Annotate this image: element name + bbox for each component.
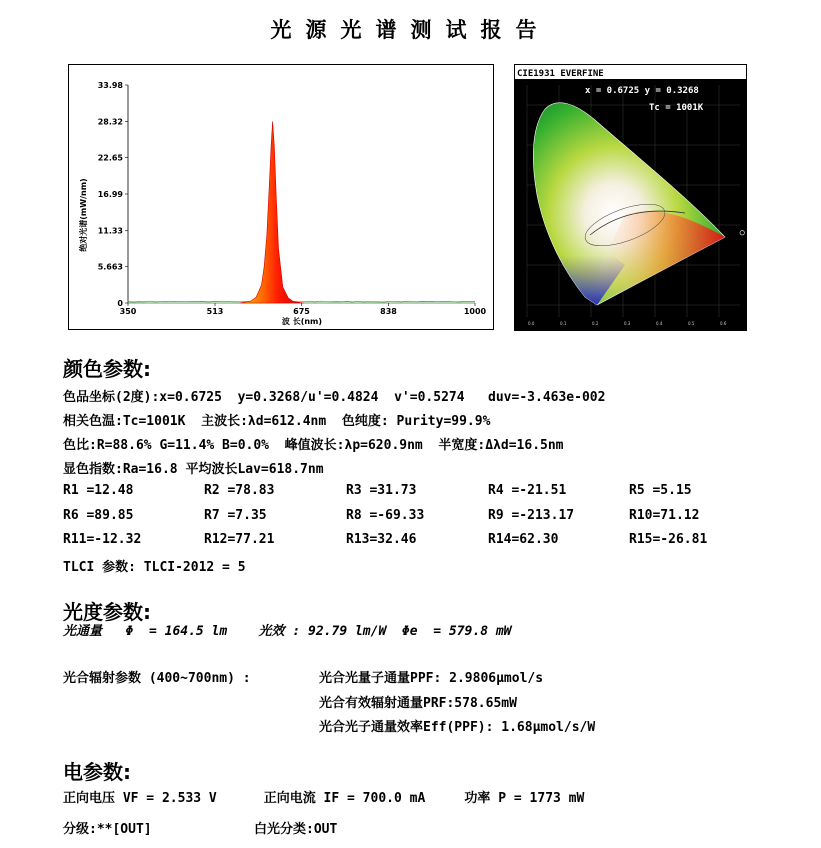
cri-value-14: R14=62.30: [488, 532, 559, 547]
cri-value-7: R7 =7.35: [204, 508, 267, 523]
cri-value-12: R12=77.21: [204, 532, 275, 547]
svg-text:0.1: 0.1: [560, 321, 567, 326]
color-ratio-line: 色比:R=88.6% G=11.4% B=0.0% 峰值波长:λp=620.9nm 半宽度:Δλd=16.5nm: [63, 438, 564, 453]
x-tick-label: 1000: [463, 307, 487, 316]
cri-value-9: R9 =-213.17: [488, 508, 575, 523]
cie-header: CIE1931 EVERFINE: [517, 69, 604, 79]
grade-label: 分级:**[OUT]: [63, 822, 152, 837]
svg-text:0.3: 0.3: [624, 321, 631, 326]
cie-tc: Tc = 1001K: [649, 103, 704, 113]
measured-point-marker: [740, 231, 744, 235]
report-title: 光源光谱测试报告: [270, 17, 551, 42]
ppf-line: 光合光量子通量PPF: 2.9806μmol/s: [319, 671, 544, 686]
y-tick-label: 11.33: [97, 226, 123, 236]
cri-value-13: R13=32.46: [346, 532, 417, 547]
cri-value-6: R6 =89.85: [63, 508, 134, 523]
y-tick-label: 33.98: [97, 81, 123, 90]
cri-value-15: R15=-26.81: [629, 532, 708, 547]
y-tick-label: 0: [117, 299, 123, 308]
x-tick-label: 675: [293, 307, 310, 316]
y-tick-label: 22.65: [97, 153, 123, 163]
cri-value-2: R2 =78.83: [204, 483, 275, 498]
cri-value-4: R4 =-21.51: [488, 483, 567, 498]
electrical-heading: 电参数:: [63, 760, 131, 784]
cri-value-8: R8 =-69.33: [346, 508, 425, 523]
eff-line: 光合光子通量效率Eff(PPF): 1.68μmol/s/W: [319, 720, 596, 735]
cri-value-5: R5 =5.15: [629, 483, 692, 498]
cie-diagram: [515, 65, 746, 330]
svg-text:0.5: 0.5: [688, 321, 695, 326]
cie-coords: x = 0.6725 y = 0.3268: [585, 86, 699, 96]
svg-text:0.0: 0.0: [528, 321, 535, 326]
cri-value-10: R10=71.12: [629, 508, 700, 523]
white-class-label: 白光分类:OUT: [254, 822, 338, 837]
x-axis-label: 波 长(nm): [281, 317, 323, 326]
spectrum-chart-panel: [68, 64, 494, 330]
y-tick-label: 28.32: [97, 117, 123, 127]
photometric-heading: 光度参数:: [63, 600, 151, 624]
y-tick-label: 16.99: [97, 190, 123, 199]
y-tick-label: 5.663: [97, 262, 123, 272]
cri-line: 显色指数:Ra=16.8 平均波长Lav=618.7nm: [63, 462, 324, 477]
cct-line: 相关色温:Tc=1001K 主波长:λd=612.4nm 色纯度: Purity=99.9%: [63, 414, 491, 429]
tlci-line: TLCI 参数: TLCI-2012 = 5: [63, 560, 246, 575]
y-axis-label: 绝对光谱(mW/nm): [79, 178, 88, 252]
x-tick-label: 838: [380, 307, 397, 316]
cri-value-1: R1 =12.48: [63, 483, 134, 498]
svg-text:0.2: 0.2: [592, 321, 599, 326]
chromaticity-line: 色品坐标(2度):x=0.6725 y=0.3268/u'=0.4824 v'=0.5274 duv=-3.463e-002: [63, 390, 606, 405]
svg-text:0.6: 0.6: [720, 321, 727, 326]
x-tick-label: 350: [119, 307, 137, 316]
spectrum-chart: [69, 65, 493, 329]
par-label: 光合辐射参数 (400~700nm) :: [63, 671, 259, 686]
photometric-line: 光通量 Φ = 164.5 lm 光效 : 92.79 lm/W Φe = 579.8 mW: [63, 624, 512, 639]
prf-line: 光合有效辐射通量PRF:578.65mW: [319, 696, 517, 711]
x-tick-label: 513: [206, 307, 224, 316]
svg-text:0.4: 0.4: [656, 321, 663, 326]
cri-value-11: R11=-12.32: [63, 532, 142, 547]
cri-value-3: R3 =31.73: [346, 483, 417, 498]
electrical-line: 正向电压 VF = 2.533 V 正向电流 IF = 700.0 mA 功率 P = 1773 mW: [63, 791, 585, 806]
color-params-heading: 颜色参数:: [63, 357, 151, 381]
spectrum-series-area: [240, 121, 304, 303]
spectrum-baseline: [128, 301, 475, 302]
cie-diagram-panel: [514, 64, 747, 331]
